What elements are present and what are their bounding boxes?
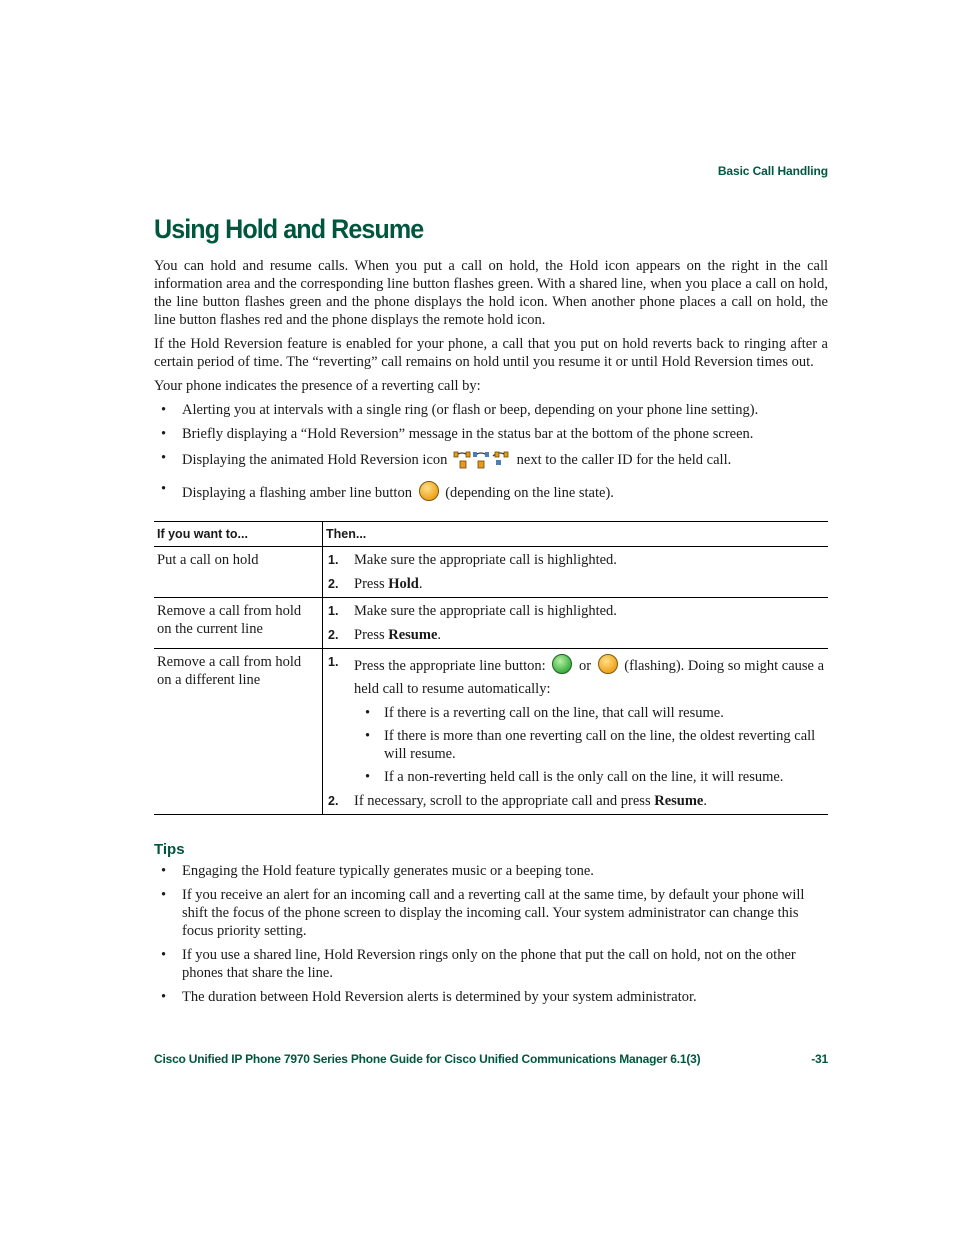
list-item-text: (depending on the line state). bbox=[445, 485, 614, 501]
running-header: Basic Call Handling bbox=[717, 164, 828, 178]
list-item: • If you receive an alert for an incoming call and a reverting call at the same time, by default your phone will shift the focus of the phone screen to display the incoming call. Your system administrator can change this focus priority setting. bbox=[154, 886, 828, 940]
amber-line-button-icon bbox=[597, 653, 619, 680]
step-text: Press the appropriate line button: bbox=[354, 658, 546, 674]
step-text: . bbox=[418, 576, 423, 592]
list-item bbox=[154, 425, 828, 443]
step-text: (flashing). Doing so might cause a held call to resume automatically: bbox=[354, 658, 825, 697]
step-number: 1. bbox=[328, 553, 339, 567]
step-text: If necessary, scroll to the appropriate call and press bbox=[354, 793, 655, 809]
page-title: Using Hold and Resume bbox=[154, 214, 424, 244]
step bbox=[328, 626, 825, 644]
table-cell-want: Put a call on hold bbox=[154, 547, 323, 598]
table-row bbox=[154, 547, 828, 598]
footer-title: Cisco Unified IP Phone 7970 Series Phone Guide for Cisco Unified Communications Manager 6.1(3) bbox=[154, 1052, 701, 1066]
list-item: • If you use a shared line, Hold Reversion rings only on the phone that put the call on hold, not on the other phones that share the line. bbox=[154, 946, 828, 982]
list-item: • Engaging the Hold feature typically generates music or a beeping tone. bbox=[154, 862, 828, 880]
table-cell-want: Remove a call from hold on the current line bbox=[154, 598, 323, 649]
step bbox=[328, 792, 825, 810]
list-item: • The duration between Hold Reversion alerts is determined by your system administrator. bbox=[154, 988, 828, 1006]
softkey-label: Hold bbox=[388, 576, 419, 592]
list-item: • If a non-reverting held call is the only call on the line, it will resume. bbox=[328, 768, 825, 786]
step bbox=[328, 551, 825, 569]
list-item-text: Displaying the animated Hold Reversion icon bbox=[182, 452, 448, 468]
table-cell-then bbox=[323, 598, 829, 649]
step-text: . bbox=[437, 627, 442, 643]
step-number: 2. bbox=[328, 577, 339, 591]
step-text: Make sure the appropriate call is highlighted. bbox=[354, 552, 617, 568]
page-number: -31 bbox=[811, 1052, 828, 1066]
table-cell-then bbox=[323, 649, 829, 815]
step-number: 1. bbox=[328, 604, 339, 618]
intro-paragraph-3: Your phone indicates the presence of a reverting call by: bbox=[154, 378, 481, 394]
step bbox=[328, 575, 825, 593]
list-item-text: Alerting you at intervals with a single ring (or flash or beep, depending on your phone line setting). bbox=[182, 402, 759, 418]
column-header-then: Then... bbox=[323, 522, 829, 547]
table-cell-then bbox=[323, 547, 829, 598]
table-cell-want: Remove a call from hold on a different line bbox=[154, 649, 323, 815]
step-text: Press bbox=[354, 576, 389, 592]
list-item-text: Briefly displaying a “Hold Reversion” message in the status bar at the bottom of the phone screen. bbox=[182, 426, 754, 442]
list-item: • If there is a reverting call on the line, that call will resume. bbox=[328, 704, 825, 722]
list-item bbox=[154, 401, 828, 419]
table-row bbox=[154, 598, 828, 649]
procedure-table bbox=[154, 521, 828, 815]
main-content bbox=[154, 214, 828, 1012]
page-footer bbox=[154, 1052, 828, 1066]
sub-list bbox=[328, 704, 825, 786]
intro-paragraph-2: If the Hold Reversion feature is enabled for your phone, a call that you put on hold reverts back to ringing after a certain period of time. The “reverting” call remains on hold until you resume it or until Hold Reversion times out. bbox=[154, 336, 828, 370]
amber-line-button-icon bbox=[418, 480, 440, 507]
list-item bbox=[154, 480, 828, 507]
tips-heading: Tips bbox=[154, 841, 185, 858]
step bbox=[328, 602, 825, 620]
step-text: or bbox=[578, 658, 592, 674]
step bbox=[328, 653, 825, 786]
intro-paragraph-1: You can hold and resume calls. When you put a call on hold, the Hold icon appears on the right in the call information area and the corresponding line button flashes green. With a shared line, when you place a call on hold, the line button flashes green and the phone displays the hold icon. When another phone places a call on hold, the line button flashes red and the phone displays the remote hold icon. bbox=[154, 258, 828, 328]
step-number: 1. bbox=[328, 655, 339, 669]
step-text: Press bbox=[354, 627, 389, 643]
list-item-text: next to the caller ID for the held call. bbox=[516, 452, 732, 468]
table-row bbox=[154, 649, 828, 815]
green-line-button-icon bbox=[551, 653, 573, 680]
step-number: 2. bbox=[328, 628, 339, 642]
step-text: Make sure the appropriate call is highlighted. bbox=[354, 603, 617, 619]
tips-list bbox=[154, 862, 828, 1006]
list-item: • If there is more than one reverting call on the line, the oldest reverting call will resume. bbox=[328, 727, 825, 763]
indicator-list bbox=[154, 401, 828, 507]
hold-reversion-icon bbox=[453, 449, 511, 474]
softkey-label: Resume bbox=[388, 627, 438, 643]
step-number: 2. bbox=[328, 794, 339, 808]
list-item bbox=[154, 449, 828, 474]
table-header-row bbox=[154, 522, 828, 547]
softkey-label: Resume bbox=[654, 793, 704, 809]
column-header-want: If you want to... bbox=[154, 522, 323, 547]
list-item-text: Displaying a flashing amber line button bbox=[182, 485, 412, 501]
step-text: . bbox=[703, 793, 707, 809]
